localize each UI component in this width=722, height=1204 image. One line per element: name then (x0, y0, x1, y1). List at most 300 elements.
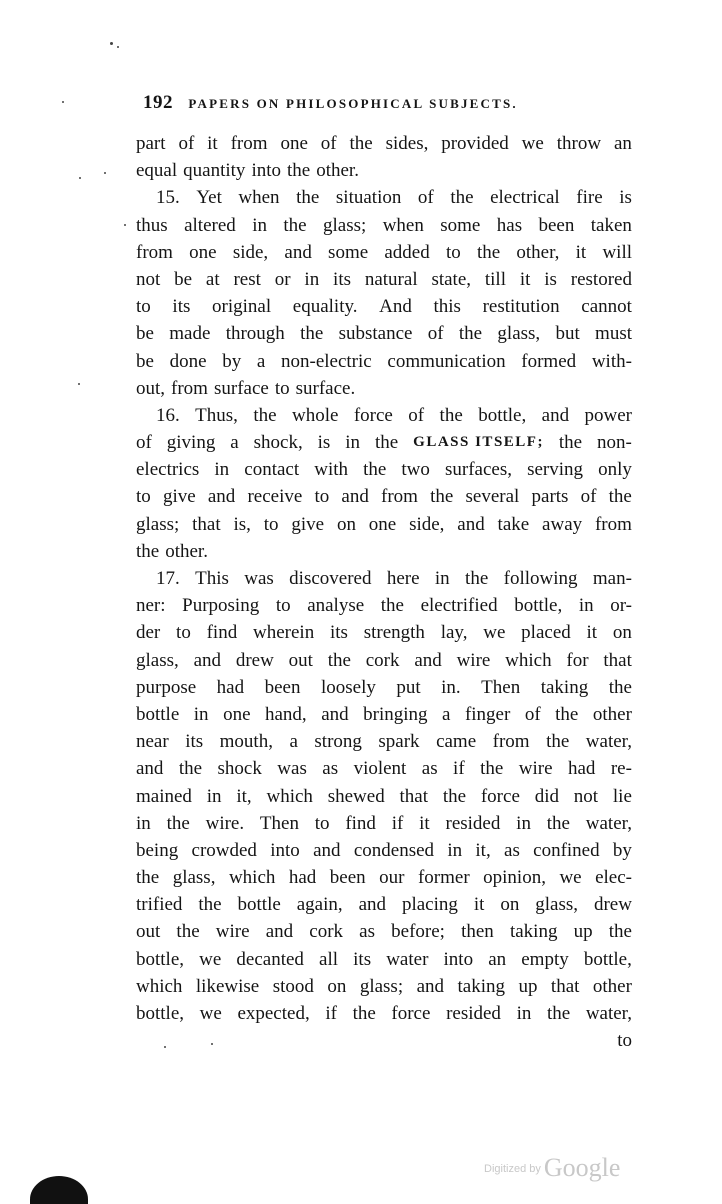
word: Then (481, 676, 521, 698)
word: into (443, 948, 474, 970)
word: a (256, 350, 266, 372)
word: a (230, 432, 239, 454)
word: through (225, 323, 285, 345)
word: strength (363, 622, 425, 644)
word: we (559, 867, 582, 889)
word: of (427, 323, 444, 345)
word: quantity (183, 160, 246, 182)
word: glass; (323, 214, 367, 236)
word: of (524, 703, 541, 725)
word: the (442, 785, 467, 807)
word: being (136, 839, 179, 861)
word: as (359, 921, 375, 943)
word: that (399, 785, 429, 807)
word: give (162, 486, 196, 508)
word: the (546, 812, 570, 834)
word: out (288, 649, 313, 671)
word: is (317, 432, 331, 454)
word: discovered (289, 568, 372, 589)
word: had (216, 676, 245, 698)
word: all (319, 948, 339, 970)
word: which (228, 867, 276, 889)
word: giving (166, 432, 216, 454)
word: crowded (191, 839, 257, 861)
word: the (430, 486, 454, 508)
word: had (288, 867, 317, 889)
word: electrified (420, 595, 498, 617)
word: to (274, 377, 290, 399)
word: and (284, 241, 312, 263)
word: Purposing (182, 595, 260, 617)
running-header (143, 92, 623, 114)
scan-speck (164, 1046, 166, 1048)
word: did (534, 785, 559, 807)
word: fire (576, 187, 603, 209)
word: the (166, 812, 190, 834)
word: wire (456, 649, 491, 671)
word: made (169, 323, 211, 345)
word: if (453, 758, 465, 780)
word: in (345, 432, 361, 454)
word: altered (184, 214, 236, 236)
word: to (314, 486, 330, 508)
word: placed (521, 622, 571, 644)
word: strong (314, 731, 362, 753)
word: other (592, 703, 632, 725)
word: 15. (156, 187, 180, 209)
word: wire (215, 921, 250, 943)
word: wherein (253, 622, 315, 644)
text-line (136, 946, 632, 973)
word: cannot (581, 296, 632, 318)
word: elec- (595, 867, 632, 889)
word: with (314, 459, 348, 481)
word: had (567, 758, 596, 780)
word: parts (531, 486, 569, 508)
word: as (421, 758, 438, 780)
text-line (136, 375, 632, 402)
word: of (417, 187, 434, 209)
word: other. (316, 160, 359, 182)
catchword: to (617, 1030, 632, 1052)
text-line (136, 674, 632, 701)
word: in (434, 568, 450, 589)
word: loosely (320, 676, 376, 698)
word: we (521, 133, 544, 154)
word: which (266, 785, 313, 807)
word: mouth, (219, 731, 273, 753)
word: taking (540, 676, 589, 698)
word: has (496, 214, 523, 236)
word: shewed (327, 785, 385, 807)
word: some (328, 241, 369, 263)
word: it (575, 241, 587, 263)
word: from (136, 241, 173, 263)
word: water, (585, 731, 632, 753)
word: force (480, 785, 520, 807)
word: substance (338, 323, 413, 345)
word: in (578, 595, 594, 617)
word: lay, (440, 622, 468, 644)
word: an (488, 948, 507, 970)
word: the (608, 676, 632, 698)
word: here (386, 568, 420, 589)
word: hand, (265, 703, 307, 725)
watermark-prefix: Digitized by (484, 1163, 541, 1175)
word: original (212, 296, 272, 318)
word: and (341, 486, 369, 508)
word: near (136, 731, 169, 753)
word: 16. (156, 404, 180, 426)
word: when (238, 187, 280, 209)
word: placing (401, 894, 458, 916)
word: of (580, 486, 597, 508)
word: wire (518, 758, 553, 780)
word: glass; (359, 975, 404, 997)
word: been (538, 214, 575, 236)
word: and (313, 839, 341, 861)
word: cork (309, 921, 344, 943)
word: electrics (136, 459, 200, 481)
scan-speck (110, 42, 113, 45)
watermark-brand: Google (543, 1153, 621, 1182)
word: and (541, 404, 570, 426)
word: its (185, 731, 204, 753)
word: finger (464, 703, 511, 725)
word: taking (457, 975, 505, 997)
word: following (503, 568, 578, 589)
word: was (277, 758, 307, 780)
text-line (136, 348, 632, 375)
word: taken (590, 214, 632, 236)
word: other, (516, 241, 560, 263)
word: the (546, 731, 570, 753)
word: or (274, 268, 291, 290)
word: force (353, 404, 393, 426)
page-number: 192 (143, 92, 173, 113)
word: analyse (307, 595, 365, 617)
word: drew (593, 894, 632, 916)
word: in (214, 459, 230, 481)
word: der (136, 622, 161, 644)
word: bottle, (136, 948, 185, 970)
text-line (136, 701, 632, 728)
word: throw (556, 133, 602, 154)
word: And (379, 296, 412, 318)
word: at (205, 268, 220, 290)
word: bottle, (583, 948, 632, 970)
word: to (136, 296, 151, 318)
text-line (136, 184, 632, 211)
word: in (447, 839, 463, 861)
word: if (391, 812, 404, 834)
word: bottle, (514, 595, 563, 617)
word: natural (364, 268, 418, 290)
word: before; (391, 921, 445, 943)
word: it (586, 622, 598, 644)
word: bottle (136, 703, 180, 725)
word: whole (291, 404, 339, 426)
word: been (264, 676, 301, 698)
word: out (136, 921, 161, 943)
word: the (287, 160, 311, 182)
word: state, (431, 268, 472, 290)
word: the (380, 595, 404, 617)
word: electrical (490, 187, 560, 209)
word: resided (445, 812, 501, 834)
word: as (322, 758, 339, 780)
word: the (555, 703, 579, 725)
word: of (178, 133, 195, 154)
word: from (171, 377, 208, 399)
word: it (419, 812, 430, 834)
word: the (558, 432, 583, 454)
word: lie (612, 785, 632, 807)
word: its (329, 622, 348, 644)
word: is (619, 187, 632, 209)
word: is (544, 268, 557, 290)
word: the (327, 649, 351, 671)
catchword-line (136, 1027, 632, 1054)
word: it (519, 268, 531, 290)
word: serving (527, 459, 584, 481)
text-line (136, 538, 632, 565)
word: contact (244, 459, 300, 481)
word: provided (441, 133, 509, 154)
word: stood (272, 975, 314, 997)
word: one (189, 241, 217, 263)
word: from (594, 513, 632, 535)
word: its (353, 948, 372, 970)
word: shock, (253, 432, 303, 454)
word: of (408, 404, 425, 426)
word: in (252, 214, 267, 236)
word: in (516, 812, 531, 834)
word: expected, (237, 1003, 310, 1024)
word: the (253, 404, 277, 426)
word: one (223, 703, 251, 725)
word: the (198, 894, 222, 916)
word: the (465, 568, 489, 589)
word: to (263, 513, 279, 535)
word: glass, (172, 867, 216, 889)
word: for (566, 649, 589, 671)
text-line (136, 728, 632, 755)
word: that (603, 649, 632, 671)
word: the (349, 133, 373, 154)
text-line (136, 864, 632, 891)
word: surfaces, (445, 459, 512, 481)
word: in (304, 268, 320, 290)
word: force (391, 1003, 431, 1024)
word: out, (136, 377, 166, 399)
word: in (136, 812, 151, 834)
word: a (289, 731, 298, 753)
word: glass; (136, 513, 180, 535)
word: part (136, 133, 166, 154)
word: from (230, 133, 268, 154)
word: our (379, 867, 405, 889)
word: equality. (292, 296, 358, 318)
word: formed (521, 350, 577, 372)
word: which (136, 975, 183, 997)
digitization-watermark (484, 1153, 624, 1183)
word: the (476, 241, 501, 263)
word: on (327, 975, 347, 997)
word: sides, (385, 133, 429, 154)
word: condensed (353, 839, 435, 861)
word: the (176, 921, 200, 943)
word: or- (610, 595, 632, 617)
word: one (368, 513, 397, 535)
word: ner: (136, 595, 166, 617)
word: the (458, 323, 483, 345)
word: in (193, 703, 209, 725)
word: other (592, 975, 632, 997)
word: opinion, (483, 867, 546, 889)
text-line (136, 429, 632, 456)
scan-speck (104, 172, 106, 174)
word: and (193, 649, 221, 671)
word: receive (247, 486, 303, 508)
word: violent (353, 758, 407, 780)
word: restored (570, 268, 632, 290)
word: it (207, 133, 218, 154)
word: from (381, 486, 418, 508)
word: surface. (295, 377, 356, 399)
scan-speck (211, 1043, 213, 1045)
word: done (169, 350, 207, 372)
word: we (199, 1003, 222, 1024)
word: non- (597, 432, 632, 454)
word: re- (610, 758, 632, 780)
word: power (584, 404, 632, 426)
word: glass, (535, 894, 579, 916)
word: man- (592, 568, 632, 589)
word: not (573, 785, 599, 807)
word: into (270, 839, 300, 861)
word: the (136, 867, 160, 889)
word: when (382, 214, 424, 236)
word: drew (235, 649, 274, 671)
text-line (136, 402, 632, 429)
word: to (176, 622, 191, 644)
word: then (461, 921, 494, 943)
word: the (296, 187, 320, 209)
word: only (598, 459, 632, 481)
text-line (136, 320, 632, 347)
word: water (386, 948, 429, 970)
word: and (414, 649, 442, 671)
word: trified (136, 894, 183, 916)
word: water, (585, 812, 632, 834)
word: the (375, 432, 399, 454)
text-line (136, 837, 632, 864)
word: the (300, 323, 324, 345)
word: the (136, 540, 160, 562)
text-line (136, 755, 632, 782)
word: the (480, 758, 504, 780)
word: the (178, 758, 203, 780)
word: spark (378, 731, 420, 753)
word: up (573, 921, 593, 943)
text-line (136, 647, 632, 674)
body-text (136, 130, 632, 1054)
word: non-electric (281, 350, 372, 372)
word: it, (236, 785, 252, 807)
word: and (358, 894, 387, 916)
text-line (136, 456, 632, 483)
word: be (174, 268, 193, 290)
running-title: PAPERS ON PHILOSOPHICAL SUBJECTS. (188, 96, 518, 111)
word: on (500, 894, 520, 916)
word: in (516, 1003, 532, 1024)
word: added (384, 241, 430, 263)
word: of (136, 432, 152, 454)
text-line (136, 483, 632, 510)
text-line (136, 891, 632, 918)
text-line (136, 783, 632, 810)
word: mained (136, 785, 192, 807)
word: a (442, 703, 451, 725)
word: one (280, 133, 308, 154)
word: the (450, 187, 474, 209)
word: the (608, 921, 632, 943)
word: glass, (497, 323, 541, 345)
word: with- (591, 350, 632, 372)
word: in (206, 785, 222, 807)
text-line (136, 130, 632, 157)
scan-speck (117, 46, 119, 48)
scan-speck (124, 224, 126, 226)
text-line (136, 1000, 632, 1027)
word: be (136, 323, 154, 345)
word: this (433, 296, 461, 318)
word: side, (232, 241, 269, 263)
word: by (612, 839, 632, 861)
word: on (612, 622, 632, 644)
word: to (445, 241, 461, 263)
scanner-thumb-shadow (30, 1176, 88, 1204)
text-line (136, 239, 632, 266)
word: This (195, 568, 229, 589)
word: and (207, 486, 236, 508)
word: the (608, 486, 632, 508)
text-line (136, 565, 632, 592)
word: thus (136, 214, 168, 236)
text-line (136, 918, 632, 945)
word: give (291, 513, 325, 535)
word: the (283, 214, 307, 236)
word: we (199, 948, 222, 970)
word: was (244, 568, 274, 589)
word: on (336, 513, 356, 535)
word: water, (585, 1003, 632, 1024)
word: in. (441, 676, 461, 698)
word: bringing (363, 703, 428, 725)
text-line (136, 157, 632, 184)
word: equal (136, 160, 178, 182)
word: likewise (195, 975, 260, 997)
word: an (613, 133, 632, 154)
word: Yet (196, 187, 222, 209)
word: the (352, 1003, 376, 1024)
word: some (440, 214, 481, 236)
word: is, (233, 513, 251, 535)
text-line (136, 293, 632, 320)
word: decanted (236, 948, 304, 970)
word: situation (335, 187, 402, 209)
